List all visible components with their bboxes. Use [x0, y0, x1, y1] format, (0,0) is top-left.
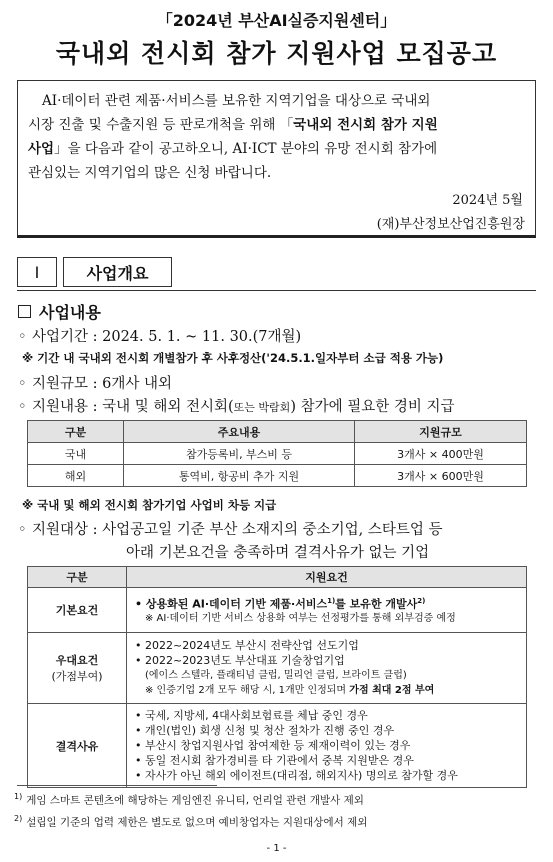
intro-line-3: 」을 다음과 같이 공고하오니, AI·ICT 분야의 유망 전시회 참가에: [54, 141, 438, 157]
footnote-text: 게임 스마트 콘텐츠에 해당하는 게임엔진 유니티, 언리얼 관련 개발사 제외: [26, 794, 364, 807]
target-line: [18, 518, 443, 539]
section-title: 사업개요: [63, 257, 172, 287]
priority-item-text: 2022~2023년도 부산대표 기술창업기업: [145, 654, 345, 667]
subsection-heading: [18, 300, 101, 323]
table-cell: 통역비, 항공비 추가 지원: [124, 465, 355, 487]
table-cell: 3개사 × 600만원: [355, 465, 527, 487]
basic-item-end: 를 보유한 개발사: [335, 597, 418, 611]
intro-box: [17, 80, 536, 238]
basic-item-text: 상용화된 AI·데이터 기반 제품·서비스: [145, 597, 328, 611]
priority-label: [28, 633, 127, 704]
table-row: [28, 443, 527, 465]
priority-label-sub: (가점부여): [51, 670, 103, 683]
page-number: - 1 -: [266, 843, 287, 854]
scale-text: 지원규모 : 6개사 내외: [32, 376, 172, 392]
footnote-mark: 2): [14, 814, 23, 823]
priority-label-text: 우대요건: [55, 654, 99, 667]
disq-item-text: 부산시 창업지원사업 참여제한 등 제재이력이 있는 경우: [145, 739, 411, 752]
footnote-mark: 1): [14, 792, 23, 801]
intro-highlight-end: 사업: [28, 141, 55, 157]
priority-item-text: 2022~2024년도 부산시 전략산업 선도기업: [145, 639, 359, 652]
basic-note: ※ AI·데이터 기반 서비스 상용화 여부는 선정평가를 통해 외부검증 예정: [145, 613, 456, 625]
disqualification-label: 결격사유: [28, 704, 127, 788]
circle-bullet-icon: ◦: [18, 376, 27, 392]
footnote-text: 설립일 기준의 업력 제한은 별도로 없으며 예비창업자는 지원대상에서 제외: [26, 816, 368, 829]
table-header-row: [28, 567, 527, 588]
table-cell: 참가등록비, 부스비 등: [124, 443, 355, 465]
table-header: 구분: [28, 567, 127, 588]
priority-note: [135, 683, 518, 698]
footnote-mark: 2): [417, 596, 426, 605]
table-row: [28, 633, 527, 704]
priority-item: • 2022~2024년도 부산시 전략산업 선도기업: [135, 639, 359, 652]
basic-item: • 상용화된 AI·데이터 기반 제품·서비스$^{1)}$를 보유한 개발사$^{2)}$: [135, 596, 426, 611]
disq-item-text: 개인(법인) 회생 신청 및 청산 절차가 진행 중인 경우: [145, 724, 395, 737]
priority-item: • 2022~2023년도 부산대표 기술창업기업: [135, 654, 345, 667]
disq-item-text: 동일 전시회 참가경비를 타 기관에서 중복 지원받은 경우: [145, 754, 414, 767]
section-divider: [17, 290, 536, 291]
intro-text: [28, 89, 525, 185]
priority-note-text: ※ 인증기업 2개 모두 해당 시, 1개만 인정되며: [145, 685, 350, 696]
table-cell: 국내: [28, 443, 124, 465]
disq-item-text: 자사가 아닌 해외 에이전트(대리점, 해외지사) 명의로 참가할 경우: [145, 769, 458, 782]
disq-item-text: 국세, 지방세, 4대사회보험료를 체납 중인 경우: [145, 709, 368, 722]
table-row: [28, 465, 527, 487]
content-text-small: 또는 박람회: [233, 401, 291, 414]
footnote-2: [14, 814, 367, 830]
priority-item-sub: (에이스 스텔라, 플래티넘 클럽, 밀리언 클럽, 브라이트 클럽): [145, 670, 407, 681]
difference-note: ※ 국내 및 해외 전시회 참가기업 사업비 차등 지급: [22, 498, 277, 512]
priority-content: [127, 633, 527, 704]
intro-highlight: 국내외 전시회 참가 지원: [293, 117, 438, 133]
target-text-1: 지원대상 : 사업공고일 기준 부산 소재지의 중소기업, 스타트업 등: [32, 522, 443, 538]
circle-bullet-icon: ◦: [18, 522, 27, 538]
period-text: 사업기간 : 2024. 5. 1. ~ 11. 30.(7개월): [32, 329, 302, 345]
footnote-mark: 1): [327, 596, 336, 605]
scale-line: [18, 372, 172, 393]
table-header: 지원규모: [355, 421, 527, 443]
disq-item: • 개인(법인) 회생 신청 및 청산 절차가 진행 중인 경우: [135, 724, 395, 737]
table-header: 지원요건: [127, 567, 527, 588]
content-line: [18, 395, 454, 416]
basic-label: 기본요건: [28, 588, 127, 633]
table-row: [28, 704, 527, 788]
basic-content: [127, 588, 527, 633]
table-row: [28, 588, 527, 633]
circle-bullet-icon: ◦: [18, 329, 27, 345]
period-line: [18, 325, 301, 346]
content-text-a: 지원내용 : 국내 및 해외 전시회(: [32, 399, 234, 415]
intro-line-4: 관심있는 지역기업의 많은 신청 바랍니다.: [28, 165, 272, 181]
intro-line-2a: 시장 진출 및 수출지원 등 판로개척을 위해 「: [28, 117, 294, 133]
circle-bullet-icon: ◦: [18, 399, 27, 415]
notice-title: 국내외 전시회 참가 지원사업 모집공고: [55, 39, 498, 68]
table-header: 주요내용: [124, 421, 355, 443]
priority-note-bold: 가점 최대 2점 부여: [349, 685, 435, 696]
square-bullet-icon: [18, 305, 31, 318]
subsection-title: 사업내용: [39, 303, 101, 322]
footnote-separator: [17, 785, 217, 786]
footnote-1: [14, 792, 364, 808]
table-cell: 3개사 × 400만원: [355, 443, 527, 465]
table-cell: 해외: [28, 465, 124, 487]
disqualification-content: [127, 704, 527, 788]
table-header-row: [28, 421, 527, 443]
section-number: Ⅰ: [17, 257, 57, 287]
notice-subtitle: 「2024년 부산AI실증지원센터」: [156, 11, 397, 30]
content-text-b: ) 참가에 필요한 경비 지급: [290, 399, 455, 415]
target-line-2: 아래 기본요건을 충족하며 결격사유가 없는 기업: [126, 545, 430, 561]
requirements-table: [27, 566, 527, 788]
intro-line-1: AI·데이터 관련 제품·서비스를 보유한 지역기업을 대상으로 국내외: [42, 93, 431, 109]
table-header: 구분: [28, 421, 124, 443]
disq-item: • 부산시 창업지원사업 참여제한 등 제재이력이 있는 경우: [135, 739, 411, 752]
disq-item: • 동일 전시회 참가경비를 타 기관에서 중복 지원받은 경우: [135, 754, 414, 767]
disq-item: • 자사가 아닌 해외 에이전트(대리점, 해외지사) 명의로 참가할 경우: [135, 769, 458, 782]
support-table: [27, 420, 527, 487]
intro-org: (재)부산정보산업진흥원장: [376, 217, 525, 232]
intro-date: 2024년 5월: [452, 193, 523, 208]
period-note: ※ 기간 내 국내외 전시회 개별참가 후 사후정산('24.5.1.일자부터 소급 적용 가능): [22, 351, 444, 365]
disq-item: • 국세, 지방세, 4대사회보험료를 체납 중인 경우: [135, 709, 368, 722]
